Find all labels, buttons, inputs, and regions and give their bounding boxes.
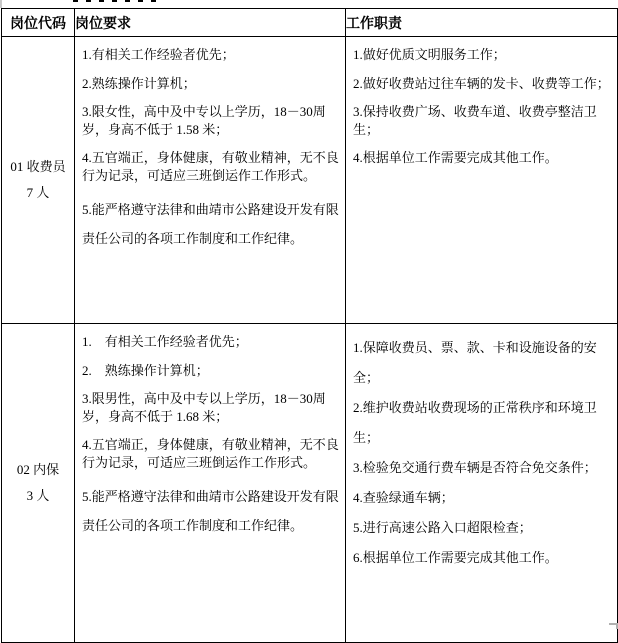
duty-item: 4.查验绿通车辆； xyxy=(353,490,454,505)
position-code-line: 7 人 xyxy=(26,185,50,200)
duty-item: 4.根据单位工作需要完成其他工作。 xyxy=(353,150,558,165)
position-code-line: 01 收费员 xyxy=(10,159,66,174)
duty-item: 5.进行高速公路入口超限检查； xyxy=(353,520,532,535)
requirement-item: 3.限女性，高中及中专以上学历，18－30周岁，身高不低于 1.58 米； xyxy=(82,104,326,137)
duty-item: 2.做好收费站过往车辆的发卡、收费等工作； xyxy=(353,75,610,91)
requirement-item: 1. 有相关工作经验者优先； xyxy=(82,334,248,349)
req-cell xyxy=(75,37,346,324)
duty-item: 6.根据单位工作需要完成其他工作。 xyxy=(353,550,558,565)
duty-item: 1.做好优质文明服务工作； xyxy=(353,47,506,62)
table-row xyxy=(2,324,618,643)
duty-item: 3.保持收费广场、收费车道、收费亭整洁卫生； xyxy=(353,104,597,137)
table-row xyxy=(2,37,618,324)
duty-cell xyxy=(346,37,618,324)
cropped-element-remnant xyxy=(0,0,2,8)
requirement-item: 5.能严格遵守法律和曲靖市公路建设开发有限责任公司的各项工作制度和工作纪律。 xyxy=(82,489,339,533)
requirement-item: 2.熟练操作计算机； xyxy=(82,75,196,91)
requirement-item: 3.限男性，高中及中专以上学历，18－30周岁，身高不低于 1.68 米； xyxy=(82,391,326,424)
requirement-item: 2. 熟练操作计算机； xyxy=(82,362,209,378)
duty-cell xyxy=(346,324,618,643)
requirement-item: 4.五官端正，身体健康，有敬业精神，无不良行为记录，可适应三班倒运作工作形式。 xyxy=(82,150,339,183)
header-job-duties: 工作职责 xyxy=(346,9,618,37)
requirement-item: 1.有相关工作经验者优先； xyxy=(82,47,235,62)
resize-handle-icon xyxy=(609,623,618,629)
duty-item: 3.检验免交通行费车辆是否符合免交条件； xyxy=(353,460,597,475)
job-positions-table xyxy=(1,8,618,643)
duty-item: 2.维护收费站收费现场的正常秩序和环境卫生； xyxy=(353,400,597,445)
header-position-requirements: 岗位要求 xyxy=(75,9,346,37)
table-body xyxy=(2,37,618,643)
req-cell xyxy=(75,324,346,643)
position-code-cell xyxy=(2,324,75,643)
cropped-text-remnant xyxy=(73,0,159,2)
duty-item: 1.保障收费员、票、款、卡和设施设备的安全； xyxy=(353,340,597,385)
requirement-item: 5.能严格遵守法律和曲靖市公路建设开发有限责任公司的各项工作制度和工作纪律。 xyxy=(82,202,339,246)
position-code-line: 02 内保 xyxy=(16,462,60,477)
header-position-code: 岗位代码 xyxy=(2,9,75,37)
position-code-cell xyxy=(2,37,75,324)
position-code-line: 3 人 xyxy=(26,488,50,503)
requirement-item: 4.五官端正，身体健康，有敬业精神，无不良行为记录，可适应三班倒运作工作形式。 xyxy=(82,437,339,470)
header-row xyxy=(2,9,618,37)
